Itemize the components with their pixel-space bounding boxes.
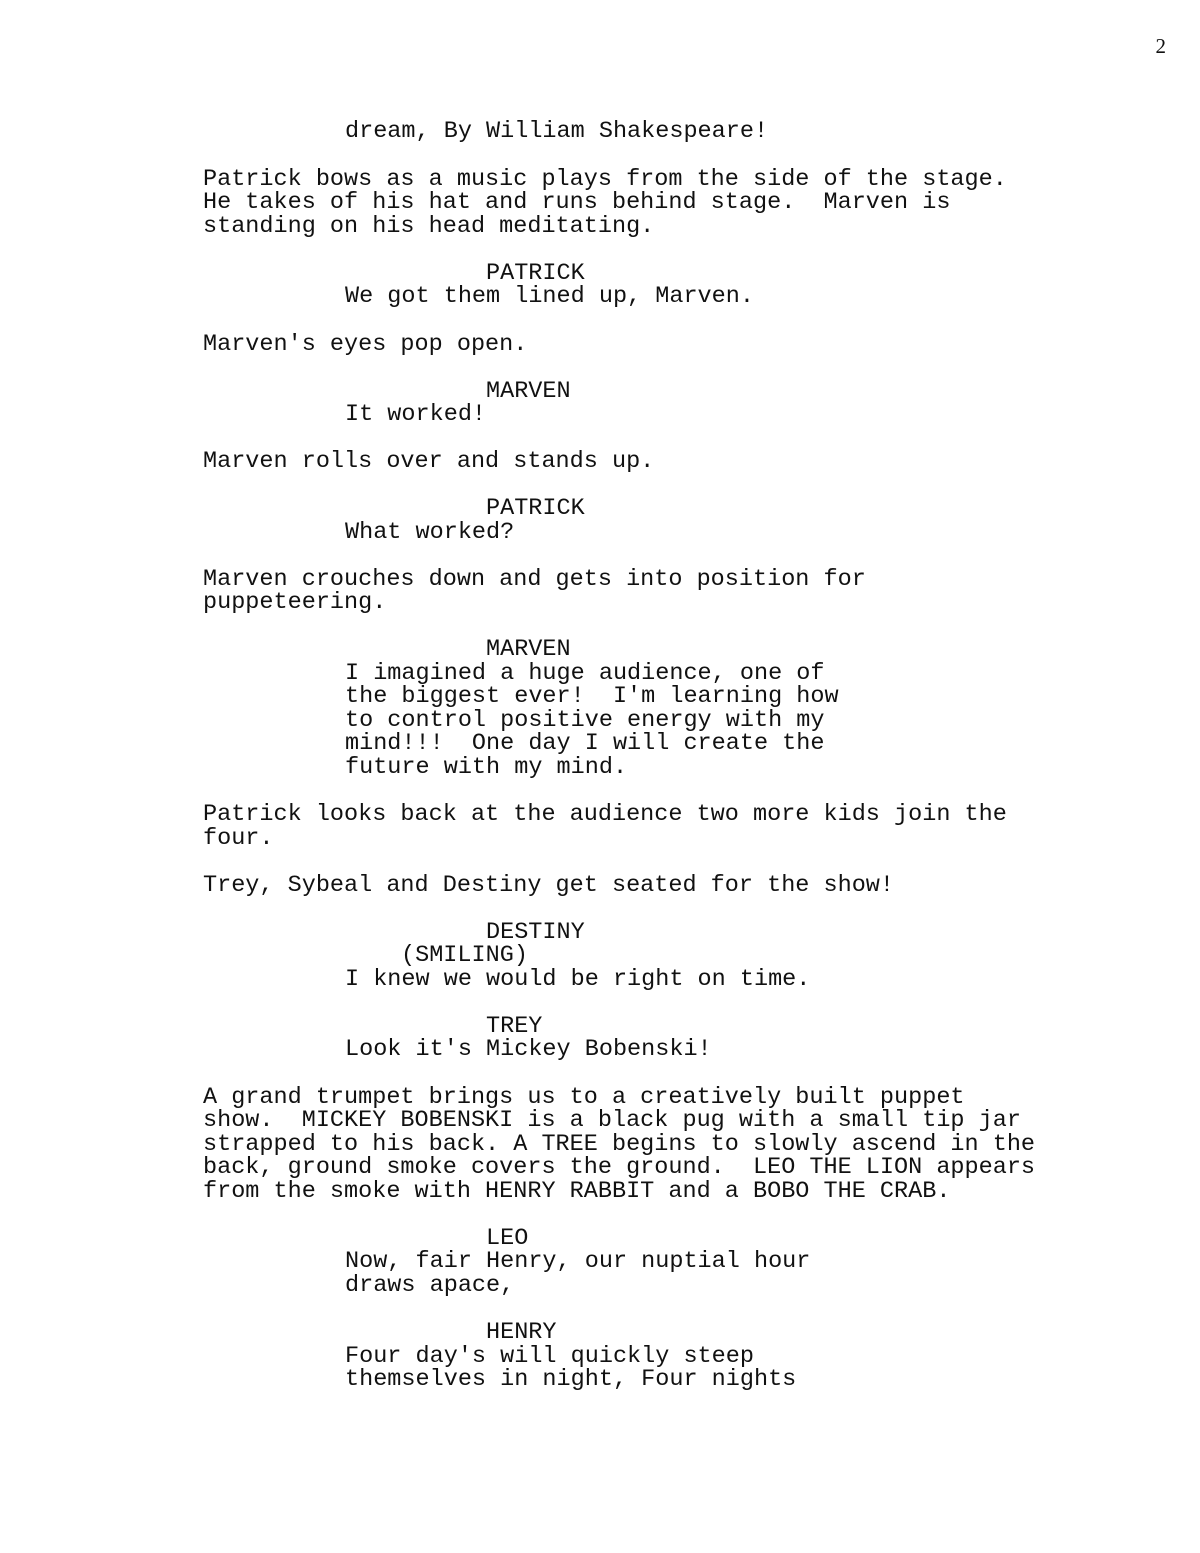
action-line: Trey, Sybeal and Destiny get seated for the show! bbox=[203, 872, 895, 899]
dialogue-line: It worked! bbox=[345, 401, 487, 428]
action-line: strapped to his back. A TREE begins to slowly ascend in the bbox=[203, 1131, 1036, 1158]
action-line: A grand trumpet brings us to a creatively built puppet bbox=[203, 1084, 965, 1111]
character-name: PATRICK bbox=[486, 495, 585, 522]
character-name: MARVEN bbox=[486, 378, 571, 405]
action-line: four. bbox=[203, 825, 274, 852]
dialogue-line: We got them lined up, Marven. bbox=[345, 283, 754, 310]
character-name: PATRICK bbox=[486, 260, 585, 287]
character-name: HENRY bbox=[486, 1319, 557, 1346]
dialogue-line: Now, fair Henry, our nuptial hour bbox=[345, 1248, 811, 1275]
action-line: He takes of his hat and runs behind stage. Marven is bbox=[203, 189, 951, 216]
dialogue-line: themselves in night, Four nights bbox=[345, 1366, 797, 1393]
action-line: puppeteering. bbox=[203, 589, 387, 616]
character-name: LEO bbox=[486, 1225, 529, 1252]
dialogue-line: future with my mind. bbox=[345, 754, 628, 781]
action-line: standing on his head meditating. bbox=[203, 213, 655, 240]
character-name: MARVEN bbox=[486, 636, 571, 663]
character-name: TREY bbox=[486, 1013, 543, 1040]
character-name: DESTINY bbox=[486, 919, 585, 946]
action-line: Patrick bows as a music plays from the side of the stage. bbox=[203, 166, 1007, 193]
action-line: Marven rolls over and stands up. bbox=[203, 448, 655, 475]
action-line: from the smoke with HENRY RABBIT and a BOBO THE CRAB. bbox=[203, 1178, 951, 1205]
dialogue-line: mind!!! One day I will create the bbox=[345, 730, 825, 757]
action-line: Patrick looks back at the audience two more kids join the bbox=[203, 801, 1007, 828]
dialogue-line: dream, By William Shakespeare! bbox=[345, 118, 769, 145]
dialogue-line: the biggest ever! I'm learning how bbox=[345, 683, 839, 710]
dialogue-line: Look it's Mickey Bobenski! bbox=[345, 1036, 712, 1063]
page-number: 2 bbox=[1155, 34, 1166, 58]
dialogue-line: Four day's will quickly steep bbox=[345, 1343, 754, 1370]
action-line: Marven crouches down and gets into position for bbox=[203, 566, 866, 593]
dialogue-line: I knew we would be right on time. bbox=[345, 966, 811, 993]
parenthetical: (SMILING) bbox=[401, 942, 528, 969]
dialogue-line: to control positive energy with my bbox=[345, 707, 825, 734]
action-line: Marven's eyes pop open. bbox=[203, 331, 528, 358]
dialogue-line: What worked? bbox=[345, 519, 515, 546]
dialogue-line: draws apace, bbox=[345, 1272, 515, 1299]
action-line: show. MICKEY BOBENSKI is a black pug with a small tip jar bbox=[203, 1107, 1021, 1134]
dialogue-line: I imagined a huge audience, one of bbox=[345, 660, 825, 687]
action-line: back, ground smoke covers the ground. LEO THE LION appears bbox=[203, 1154, 1036, 1181]
